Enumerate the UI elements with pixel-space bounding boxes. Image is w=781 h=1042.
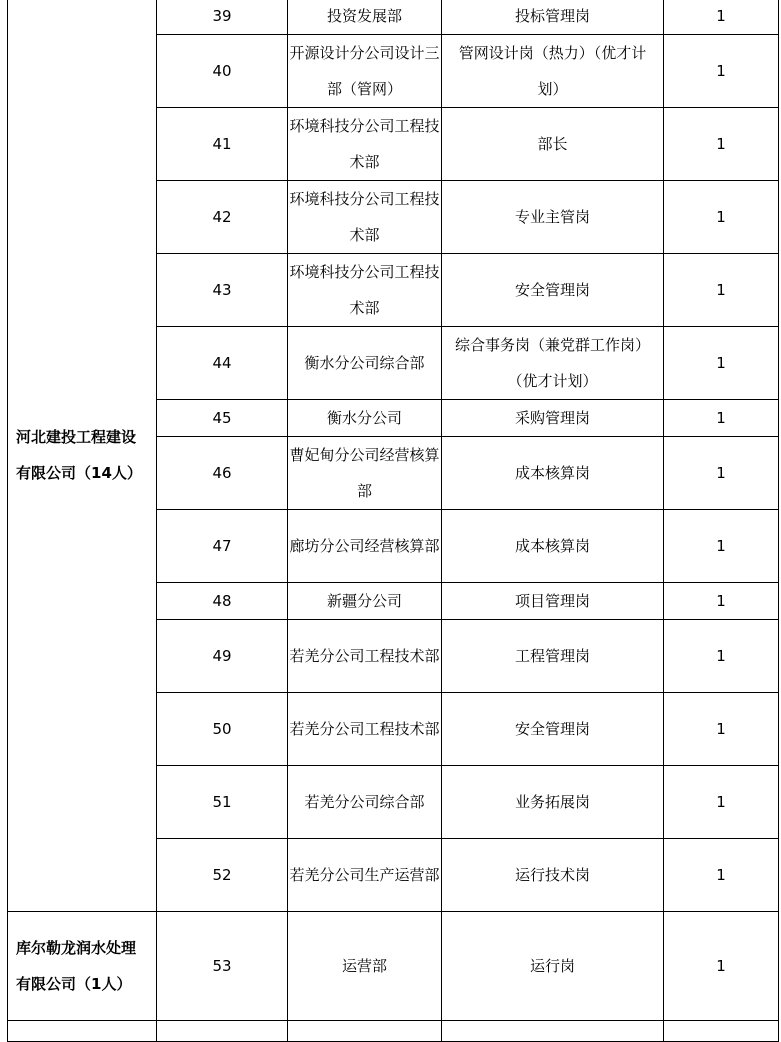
row-number: 48 — [157, 583, 288, 620]
org-name: 库尔勒龙润水处理有限公司（1人） — [16, 939, 137, 993]
row-number: 39 — [157, 0, 288, 35]
table-row — [8, 912, 779, 1021]
org-name: 河北建投工程建设有限公司（14人） — [16, 427, 142, 482]
department: 若羌分公司工程技术部 — [288, 693, 442, 766]
row-number: 50 — [157, 693, 288, 766]
positions-table — [7, 0, 779, 1042]
department: 环境科技分公司工程技术部 — [288, 108, 442, 181]
department: 衡水分公司综合部 — [288, 327, 442, 400]
department: 若羌分公司工程技术部 — [288, 620, 442, 693]
position-text: 管网设计岗（热力）（优才计划） — [458, 44, 647, 98]
department: 环境科技分公司工程技术部 — [288, 181, 442, 254]
position: 项目管理岗 — [442, 583, 664, 620]
row-number: 41 — [157, 108, 288, 181]
position: 成本核算岗 — [442, 510, 664, 583]
position-text: 综合事务岗（兼党群工作岗）（优才计划） — [454, 336, 650, 390]
headcount: 1 — [664, 0, 779, 35]
headcount: 1 — [664, 766, 779, 839]
position: 业务拓展岗 — [442, 766, 664, 839]
headcount: 1 — [664, 327, 779, 400]
row-number: 53 — [157, 912, 288, 1021]
row-number: 42 — [157, 181, 288, 254]
position — [442, 327, 664, 400]
department: 若羌分公司生产运营部 — [288, 839, 442, 912]
headcount: 1 — [664, 108, 779, 181]
org-cell — [8, 912, 157, 1021]
table-row — [8, 0, 779, 35]
position: 成本核算岗 — [442, 437, 664, 510]
position: 工程管理岗 — [442, 620, 664, 693]
position: 安全管理岗 — [442, 693, 664, 766]
position: 安全管理岗 — [442, 254, 664, 327]
department: 曹妃甸分公司经营核算部 — [288, 437, 442, 510]
row-number: 52 — [157, 839, 288, 912]
org-cell — [8, 0, 157, 912]
row-number: 44 — [157, 327, 288, 400]
row-number: 40 — [157, 35, 288, 108]
row-number: 46 — [157, 437, 288, 510]
headcount: 1 — [664, 839, 779, 912]
headcount: 1 — [664, 583, 779, 620]
position: 部长 — [442, 108, 664, 181]
headcount: 1 — [664, 400, 779, 437]
headcount: 1 — [664, 510, 779, 583]
department: 运营部 — [288, 912, 442, 1021]
row-number: 47 — [157, 510, 288, 583]
position: 投标管理岗 — [442, 0, 664, 35]
department: 新疆分公司 — [288, 583, 442, 620]
department: 衡水分公司 — [288, 400, 442, 437]
headcount: 1 — [664, 620, 779, 693]
position: 运行岗 — [442, 912, 664, 1021]
position: 采购管理岗 — [442, 400, 664, 437]
row-number: 51 — [157, 766, 288, 839]
headcount: 1 — [664, 693, 779, 766]
row-number: 49 — [157, 620, 288, 693]
department: 廊坊分公司经营核算部 — [288, 510, 442, 583]
row-number: 43 — [157, 254, 288, 327]
headcount: 1 — [664, 181, 779, 254]
position: 专业主管岗 — [442, 181, 664, 254]
position — [442, 35, 664, 108]
headcount: 1 — [664, 912, 779, 1021]
headcount: 1 — [664, 35, 779, 108]
department: 若羌分公司综合部 — [288, 766, 442, 839]
row-number: 45 — [157, 400, 288, 437]
headcount: 1 — [664, 437, 779, 510]
position: 运行技术岗 — [442, 839, 664, 912]
department: 环境科技分公司工程技术部 — [288, 254, 442, 327]
department: 投资发展部 — [288, 0, 442, 35]
department: 开源设计分公司设计三部（管网） — [288, 35, 442, 108]
headcount: 1 — [664, 254, 779, 327]
